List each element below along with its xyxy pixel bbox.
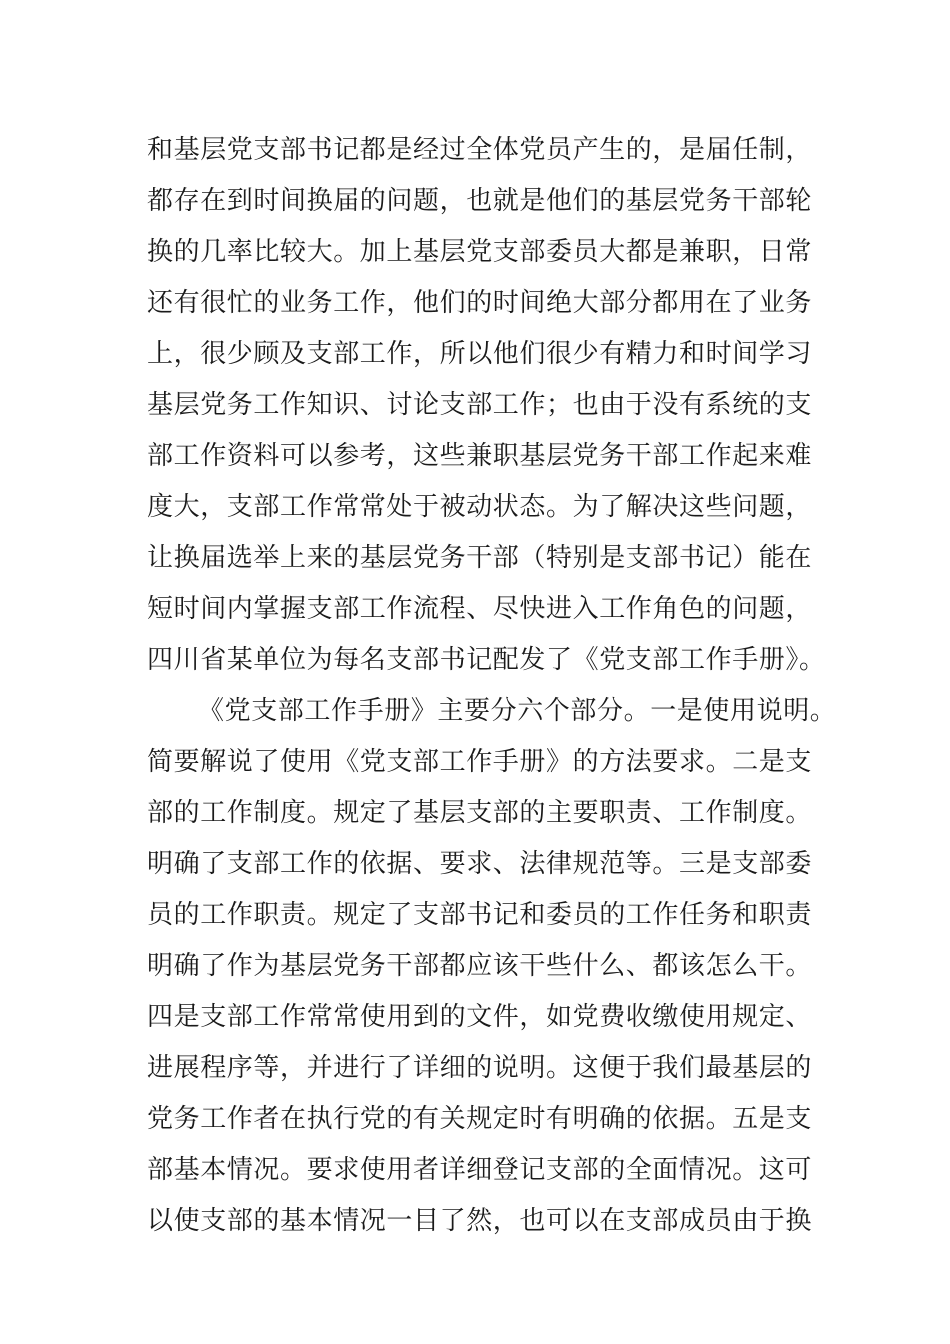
text-line: 简要解说了使用《党支部工作手册》的方法要求。二是支 — [147, 747, 813, 777]
text-line: 明确了作为基层党务干部都应该干些什么、都该怎么干。 — [147, 951, 813, 981]
text-line: 部的工作制度。规定了基层支部的主要职责、工作制度。 — [147, 798, 813, 828]
text-line: 上，很少顾及支部工作，所以他们很少有精力和时间学习 — [147, 339, 813, 369]
text-line: 还有很忙的业务工作，他们的时间绝大部分都用在了业务 — [147, 288, 813, 318]
text-line: 都存在到时间换届的问题，也就是他们的基层党务干部轮 — [147, 186, 813, 216]
text-line: 让换届选举上来的基层党务干部（特别是支部书记）能在 — [147, 543, 813, 573]
text-line: 员的工作职责。规定了支部书记和委员的工作任务和职责 — [147, 900, 813, 930]
text-line: 四川省某单位为每名支部书记配发了《党支部工作手册》。 — [147, 645, 826, 675]
text-line: 短时间内掌握支部工作流程、尽快进入工作角色的问题， — [147, 594, 813, 624]
text-line: 度大，支部工作常常处于被动状态。为了解决这些问题， — [147, 492, 813, 522]
text-line: 基层党务工作知识、讨论支部工作；也由于没有系统的支 — [147, 390, 813, 420]
text-line: 党务工作者在执行党的有关规定时有明确的依据。五是支 — [147, 1104, 813, 1134]
text-line: 明确了支部工作的依据、要求、法律规范等。三是支部委 — [147, 849, 813, 879]
text-line: 进展程序等，并进行了详细的说明。这便于我们最基层的 — [147, 1053, 813, 1083]
text-line: 部工作资料可以参考，这些兼职基层党务干部工作起来难 — [147, 441, 813, 471]
text-line: 部基本情况。要求使用者详细登记支部的全面情况。这可 — [147, 1155, 813, 1185]
text-line: 以使支部的基本情况一目了然，也可以在支部成员由于换 — [147, 1206, 813, 1236]
text-line: 换的几率比较大。加上基层党支部委员大都是兼职，日常 — [147, 237, 813, 267]
text-line: 和基层党支部书记都是经过全体党员产生的，是届任制， — [147, 135, 813, 165]
paragraph-first-line: 《党支部工作手册》主要分六个部分。一是使用说明。 — [198, 696, 837, 726]
text-line: 四是支部工作常常使用到的文件，如党费收缴使用规定、 — [147, 1002, 813, 1032]
